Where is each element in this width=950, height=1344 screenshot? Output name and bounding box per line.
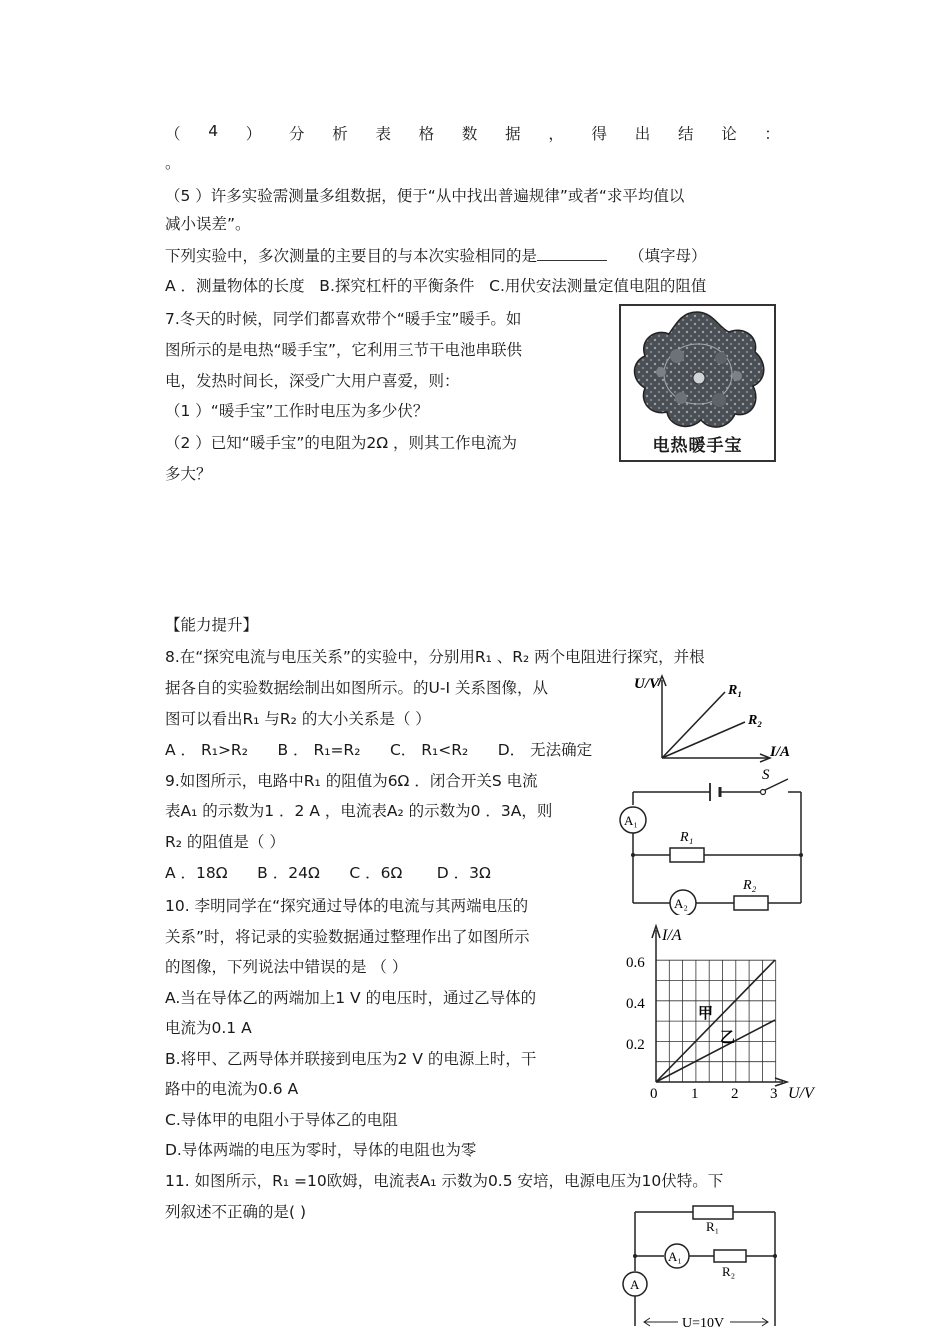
q6-p4-char: 出 [634,125,651,143]
q6-prompt [165,245,707,267]
hand-warmer-image [619,304,776,462]
q6-p4-end: 。 [165,154,181,172]
q7-sub2: （2 ）已知“暖手宝”的电阻为2Ω ，则其工作电流为 [165,434,517,452]
q10-line-yi [656,1020,775,1082]
q7-line2: 图所示的是电热“暖手宝”，它利用三节干电池串联供 [165,341,523,359]
q8-line2: 据各自的实验数据绘制出如图所示。的U-I 关系图像，从 [165,679,548,697]
switch-label: S [762,767,770,783]
resistor-r1-label: R₁ [680,830,694,845]
q8-label-r2: R₂ [748,713,763,728]
q7-sub2b: 多大？ [165,465,212,483]
q6-p4-char: ） [245,125,262,143]
q9-line1: 9.如图所示，电路中R₁ 的阻值为6Ω ．闭合开关S 电流 [165,772,538,790]
q6-p4-char: 分 [289,125,305,143]
q6-p4-char: 论 [721,125,737,143]
q6-p4-char: 析 [332,125,348,143]
q6-prompt-after: （填字母） [629,247,707,265]
q7-line1: 7.冬天的时候，同学们都喜欢带个“暖手宝”暖手。如 [165,310,522,328]
q11-circuit-diagram [618,1198,788,1338]
q10-optB1: B.将甲、乙两导体并联接到电压为2 V 的电源上时，干 [165,1050,537,1068]
q10-xtick-2: 2 [731,1086,739,1102]
q10-y-label: I/A [662,927,682,944]
q6-p4-char: 得 [591,125,608,143]
q8-options: A ． R₁>R₂ B ． R₁=R₂ C． R₁<R₂ D． 无法确定 [165,741,593,759]
q10-optA1: A.当在导体乙的两端加上1 V 的电压时，通过乙导体的 [165,989,537,1007]
q11-r2-label: R₂ [722,1264,736,1279]
q10-optC: C.导体甲的电阻小于导体乙的电阻 [165,1111,398,1129]
q6-p4-char: 结 [677,125,694,143]
q10-optA2: 电流为0.1 A [165,1019,252,1037]
q6-p5-line1: （5 ）许多实验需测量多组数据，便于“从中找出普遍规律”或者“求平均值以 [165,187,685,205]
q6-options: A ．测量物体的长度 B.探究杠杆的平衡条件 C.用伏安法测量定值电阻的阻值 [165,277,707,295]
q10-xtick-3: 3 [770,1086,778,1102]
q9-line3: R₂ 的阻值是（ ） [165,833,285,851]
q10-line2: 关系”时，将记录的实验数据通过整理作出了如图所示 [165,928,530,946]
q11-line1: 11. 如图所示，R₁ =10欧姆，电流表A₁ 示数为0.5 安培，电源电压为10伏特。下 [165,1172,724,1190]
q9-circuit-diagram [618,765,808,915]
q7-sub1: （1 ）“暖手宝”工作时电压为多少伏？ [165,402,429,420]
q6-p4-line [165,122,780,144]
q10-label-yi: 乙 [720,1028,736,1046]
q10-xtick-1: 1 [691,1086,699,1102]
q8-line-r2 [662,722,745,758]
q6-p5-line2: 减小误差”。 [165,215,251,233]
resistor-r2-label: R₂ [743,878,757,893]
q6-p4-char: 数 [461,125,478,143]
q8-y-label: U/V [634,676,660,692]
ammeter-a2-label: A₂ [674,896,688,911]
hand-warmer-shape [635,312,764,427]
q8-line3: 图可以看出R₁ 与R₂ 的大小关系是（ ） [165,710,431,728]
q11-resistor-r2 [714,1250,746,1262]
q9-line2: 表A₁ 的示数为1 ．2 A ，电流表A₂ 的示数为0 ．3A，则 [165,802,553,820]
q11-voltage-label: U=10V [682,1316,725,1331]
q10-optB2: 路中的电流为0.6 A [165,1080,299,1098]
q6-p4-char: ， [548,125,564,143]
q10-x-label: U/V [788,1085,814,1102]
q10-ytick-04: 0.4 [626,996,645,1012]
q6-p4-char: 4 [208,122,219,140]
q6-p4-char: 格 [418,125,435,143]
q10-optD: D.导体两端的电压为零时，导体的电阻也为零 [165,1141,477,1159]
q7-line3: 电，发热时间长，深受广大用户喜爱，则： [165,372,460,390]
q11-line2: 列叙述不正确的是( ) [165,1203,307,1221]
section-title: 【能力提升】 [165,616,259,634]
q10-ytick-06: 0.6 [626,955,645,971]
q6-prompt-before: 下列实验中，多次测量的主要目的与本次实验相同的是 [165,247,538,265]
q8-label-r1: R₁ [728,683,743,698]
q8-line1: 8.在“探究电流与电压关系”的实验中，分别用R₁ 、R₂ 两个电阻进行探究，并根 [165,648,705,666]
q10-line1: 10. 李明同学在“探究通过导体的电流与其两端电压的 [165,897,529,915]
q10-iu-graph [618,920,828,1102]
hand-warmer-caption: 电热暖手宝 [652,436,743,456]
q10-ytick-02: 0.2 [626,1037,645,1053]
q6-p4-char: （ [165,125,181,143]
q10-xtick-0: 0 [650,1086,658,1102]
resistor-r2 [734,896,768,910]
q11-a-label: A [630,1277,640,1292]
answer-blank [537,246,607,261]
q11-r1-label: R₁ [706,1219,720,1234]
q8-line-r1 [662,692,725,758]
q11-resistor-r1 [693,1206,733,1219]
q8-ui-graph [630,670,800,770]
q6-p4-char: ： [764,125,780,143]
q10-label-jia: 甲 [698,1004,714,1022]
q8-x-label: I/A [770,744,791,760]
q6-p4-char: 表 [375,125,391,143]
ammeter-a1-label: A₁ [624,813,638,828]
q10-line3: 的图像，下列说法中错误的是 （ ） [165,958,408,976]
q9-options: A ．18Ω B ．24Ω C ．6Ω D ．3Ω [165,864,491,882]
resistor-r1 [670,848,704,862]
q11-a1-label: A₁ [668,1249,682,1264]
q6-p4-char: 据 [505,125,521,143]
